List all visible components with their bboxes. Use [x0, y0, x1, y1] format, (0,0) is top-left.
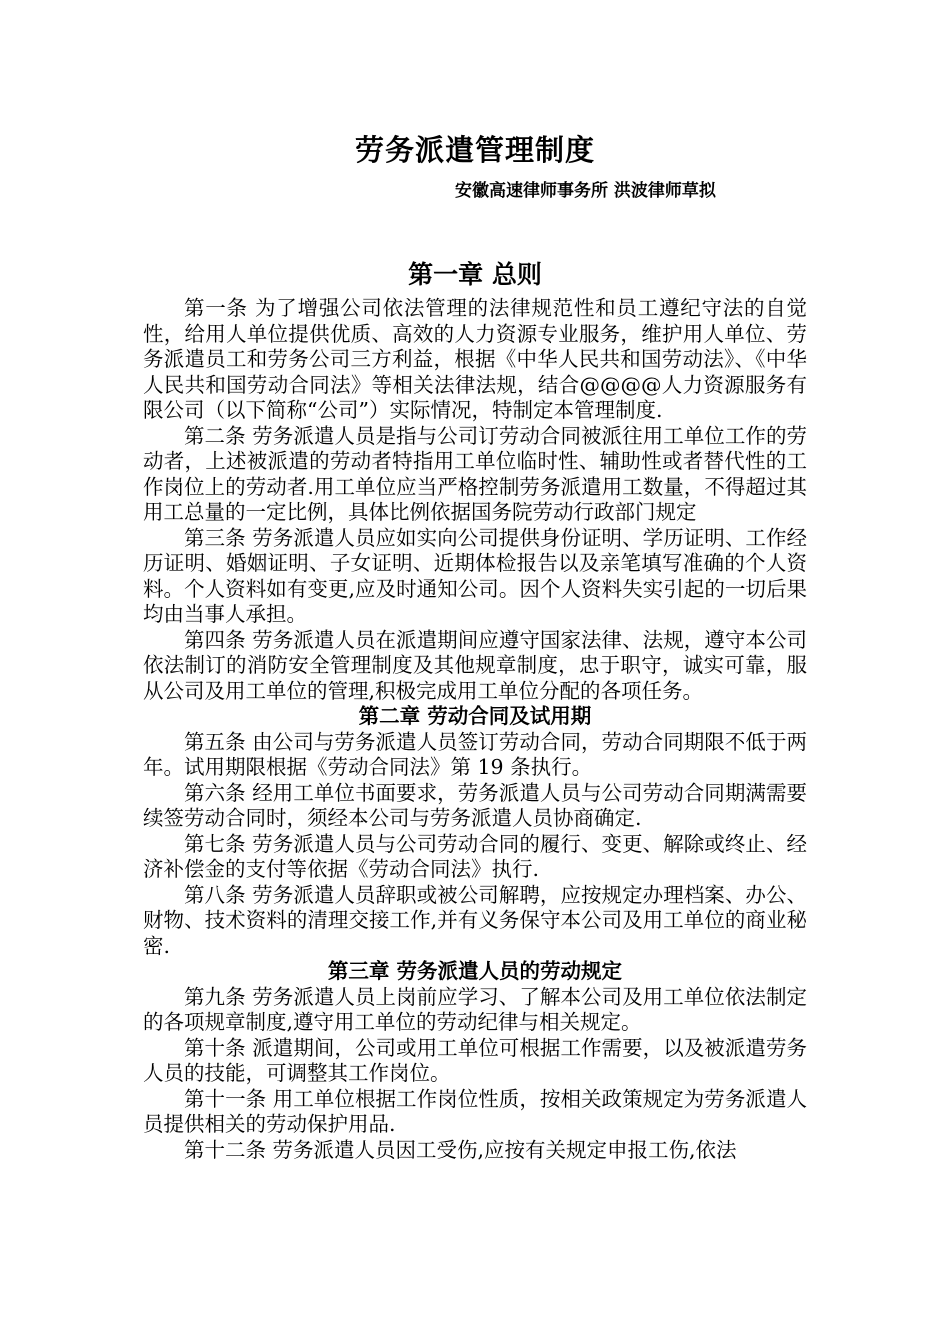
article-7: 第七条 劳务派遣人员与公司劳动合同的履行、变更、解除或终止、经济补偿金的支付等依据《劳动合同法》执行.	[143, 831, 807, 881]
document-body	[143, 296, 807, 1163]
article-3: 第三条 劳务派遣人员应如实向公司提供身份证明、学历证明、工作经历证明、婚姻证明、子女证明、近期体检报告以及亲笔填写准确的个人资料。个人资料如有变更,应及时通知公司。因个人资料失实引起的一切后果均由当事人承担。	[143, 525, 807, 626]
chapter-1-heading: 第一章 总则	[408, 260, 542, 289]
chapter-2-heading: 第二章 劳动合同及试用期	[358, 704, 592, 728]
article-10: 第十条 派遣期间，公司或用工单位可根据工作需要，以及被派遣劳务人员的技能，可调整其工作岗位。	[143, 1035, 807, 1085]
article-4: 第四条 劳务派遣人员在派遣期间应遵守国家法律、法规，遵守本公司依法制订的消防安全管理制度及其他规章制度，忠于职守，诚实可靠，服从公司及用工单位的管理,积极完成用工单位分配的各项任务。	[143, 627, 807, 703]
article-8: 第八条 劳务派遣人员辞职或被公司解聘，应按规定办理档案、办公、财物、技术资料的清理交接工作,并有义务保守本公司及用工单位的商业秘密.	[143, 882, 807, 958]
article-9: 第九条 劳务派遣人员上岗前应学习、了解本公司及用工单位依法制定的各项规章制度,遵守用工单位的劳动纪律与相关规定。	[143, 984, 807, 1034]
article-12: 第十二条 劳务派遣人员因工受伤,应按有关规定申报工伤,依法	[184, 1137, 737, 1162]
article-1: 第一条 为了增强公司依法管理的法律规范性和员工遵纪守法的自觉性，给用人单位提供优质、高效的人力资源专业服务，维护用人单位、劳务派遣员工和劳务公司三方利益，根据《中华人民共和国劳动法》、《中华人民共和国劳动合同法》等相关法律法规，结合@@@@人力资源服务有限公司（以下简称“公司”）实际情况，特制定本管理制度.	[143, 296, 807, 422]
article-5: 第五条 由公司与劳务派遣人员签订劳动合同，劳动合同期限不低于两年。试用期限根据《劳动合同法》第 19 条执行。	[143, 729, 807, 779]
document-title: 劳务派遣管理制度	[354, 133, 595, 167]
document-author: 安徽高速律师事务所 洪波律师草拟	[455, 181, 716, 201]
article-2: 第二条 劳务派遣人员是指与公司订劳动合同被派往用工单位工作的劳动者，上述被派遣的劳动者特指用工单位临时性、辅助性或者替代性的工作岗位上的劳动者.用工单位应当严格控制劳务派遣用工数量，不得超过其用工总量的一定比例，具体比例依据国务院劳动行政部门规定	[143, 423, 807, 524]
chapter-3-heading: 第三章 劳务派遣人员的劳动规定	[327, 959, 623, 983]
article-6: 第六条 经用工单位书面要求，劳务派遣人员与公司劳动合同期满需要续签劳动合同时，须经本公司与劳务派遣人员协商确定.	[143, 780, 807, 830]
article-11: 第十一条 用工单位根据工作岗位性质，按相关政策规定为劳务派遣人员提供相关的劳动保护用品.	[143, 1086, 807, 1136]
